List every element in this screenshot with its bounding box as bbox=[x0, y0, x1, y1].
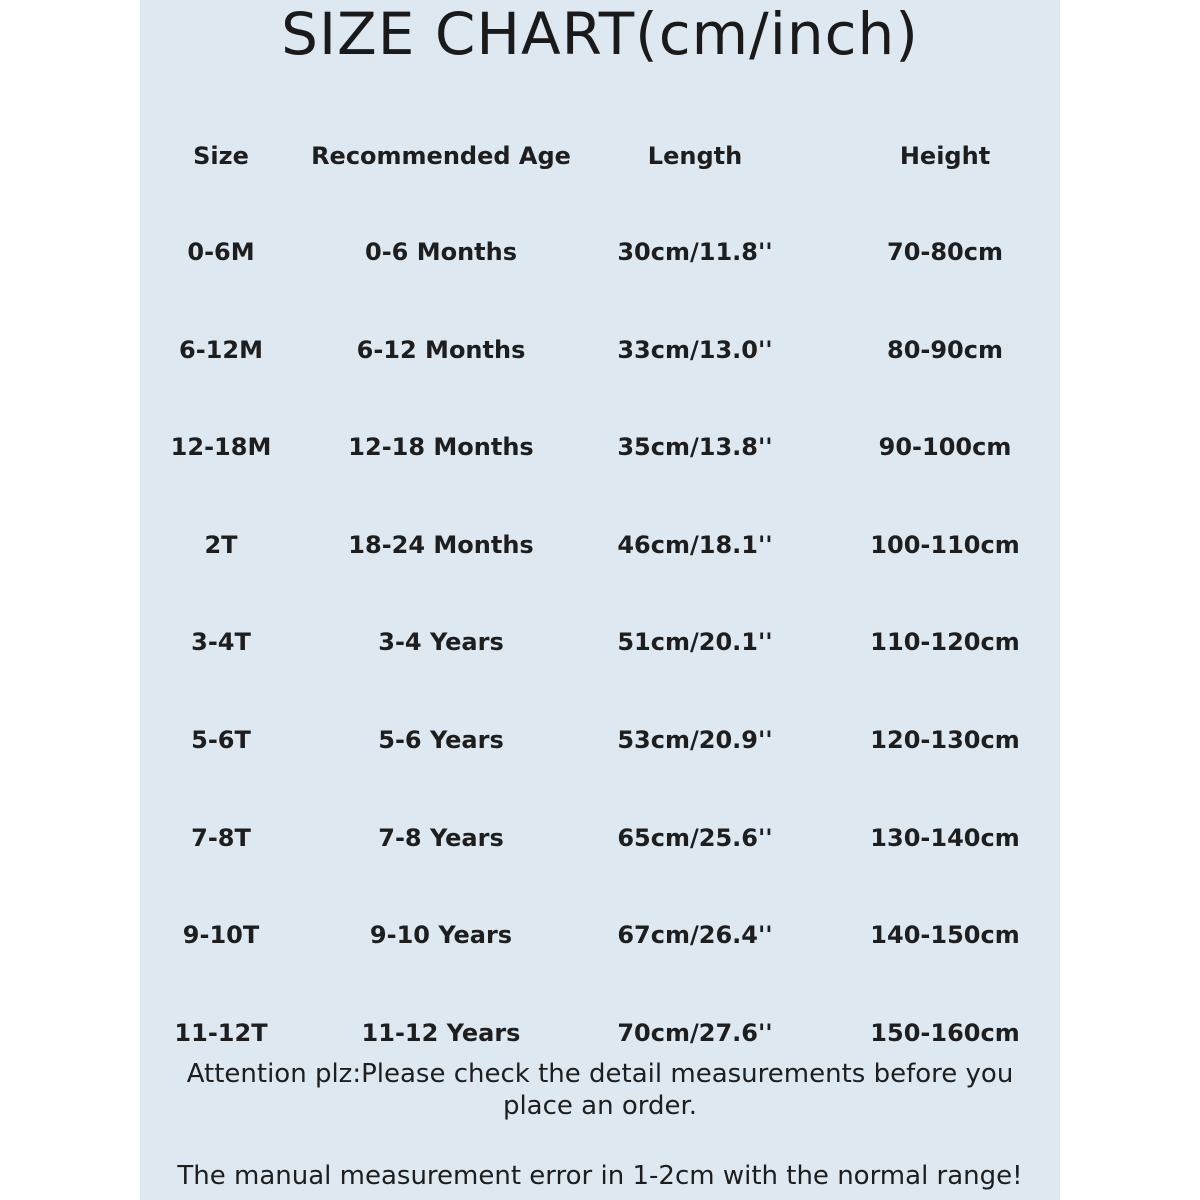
cell-recommended-age: 0-6 Months bbox=[364, 238, 518, 266]
cell-recommended-age: 5-6 Years bbox=[378, 726, 504, 754]
cell-height: 110-120cm bbox=[870, 628, 1020, 657]
cell-length: 33cm/13.0'' bbox=[617, 335, 773, 364]
cell-recommended-age: 11-12 Years bbox=[361, 1018, 521, 1047]
cell-recommended-age: 18-24 Months bbox=[348, 530, 534, 559]
cell-size: 2T bbox=[204, 530, 238, 559]
chart-title: SIZE CHART(cm/inch) bbox=[281, 0, 919, 68]
cell-length: 70cm/27.6'' bbox=[617, 1018, 773, 1047]
cell-length: 30cm/11.8'' bbox=[617, 238, 773, 266]
cell-recommended-age: 6-12 Months bbox=[356, 335, 526, 364]
cell-recommended-age: 7-8 Years bbox=[378, 823, 504, 852]
cell-size: 12-18M bbox=[170, 433, 272, 462]
header-height: Height bbox=[899, 142, 991, 170]
cell-length: 67cm/26.4'' bbox=[617, 921, 773, 950]
cell-recommended-age: 12-18 Months bbox=[348, 433, 534, 462]
cell-height: 90-100cm bbox=[878, 433, 1012, 462]
cell-size: 7-8T bbox=[191, 823, 251, 852]
cell-length: 65cm/25.6'' bbox=[617, 823, 773, 852]
cell-height: 100-110cm bbox=[870, 530, 1020, 559]
cell-height: 140-150cm bbox=[870, 921, 1020, 950]
attention-note: Attention plz:Please check the detail measurements before you place an order. bbox=[186, 1059, 1014, 1121]
cell-size: 5-6T bbox=[191, 726, 251, 754]
cell-height: 130-140cm bbox=[870, 823, 1020, 852]
header-length: Length bbox=[647, 142, 743, 170]
cell-size: 3-4T bbox=[191, 628, 251, 657]
cell-size: 9-10T bbox=[182, 921, 260, 950]
header-size: Size bbox=[193, 142, 249, 170]
cell-height: 150-160cm bbox=[870, 1018, 1020, 1047]
cell-height: 120-130cm bbox=[870, 726, 1020, 754]
cell-size: 6-12M bbox=[179, 335, 263, 364]
cell-length: 46cm/18.1'' bbox=[617, 530, 773, 559]
cell-recommended-age: 3-4 Years bbox=[378, 628, 504, 657]
cell-height: 70-80cm bbox=[887, 238, 1003, 266]
cell-length: 35cm/13.8'' bbox=[617, 433, 773, 462]
cell-size: 11-12T bbox=[174, 1018, 268, 1047]
header-recommended-age: Recommended Age bbox=[311, 142, 571, 170]
cell-length: 51cm/20.1'' bbox=[617, 628, 773, 657]
cell-recommended-age: 9-10 Years bbox=[369, 921, 513, 950]
measurement-error-note: The manual measurement error in 1-2cm with the normal range! bbox=[177, 1161, 1023, 1191]
cell-size: 0-6M bbox=[187, 238, 255, 266]
cell-length: 53cm/20.9'' bbox=[617, 726, 773, 754]
cell-height: 80-90cm bbox=[887, 335, 1003, 364]
